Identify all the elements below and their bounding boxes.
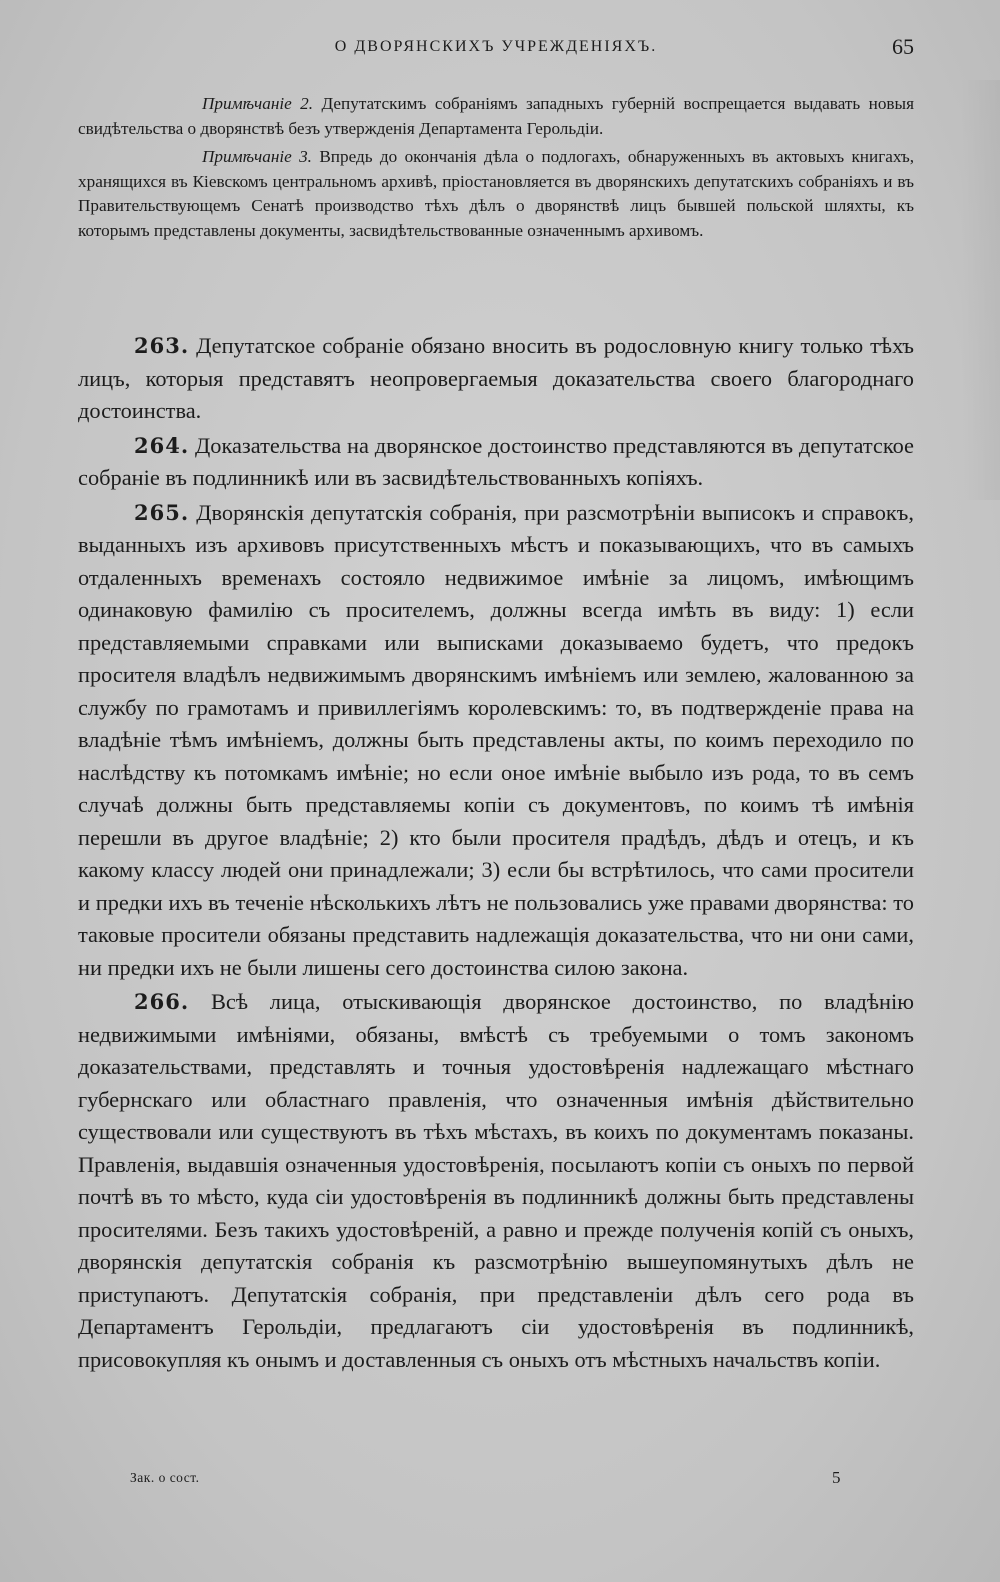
- article-text: Дворянскія депутатскія собранія, при разсмотрѣніи выписокъ и справокъ, выданныхъ изъ архивовъ присутственныхъ мѣстъ и показывающихъ, что въ самыхъ отдаленныхъ временахъ состояло недвижимое имѣніе за лицомъ, имѣющимъ одинаковую фамилію съ просителемъ, должны всегда имѣть въ виду: 1) если представляемыми справками или выписками доказываемо будетъ, что предокъ просителя владѣлъ недвижимымъ дворянскимъ имѣніемъ или землею, жалованною за службу по грамотамъ и привиллегіямъ королевскимъ: то, въ подтвержденіе права на владѣніе тѣмъ имѣніемъ, должны быть представлены акты, по коимъ переходило по наслѣдству къ потомкамъ имѣніе; но если оное имѣніе выбыло изъ рода, то въ семъ случаѣ должны быть представляемы копіи съ документовъ, по коимъ тѣ имѣнія перешли въ другое владѣніе; 2) кто были просителя прадѣдъ, дѣдъ и отецъ, и къ какому классу людей они принадлежали; 3) если бы встрѣтилось, что сами просители и предки ихъ въ теченіе нѣсколькихъ лѣтъ не пользовались уже правами дворянства: то таковые просители обязаны представить надлежащія доказательства, что ни они сами, ни предки ихъ не были лишены сего достоинства силою закона.: [78, 499, 914, 980]
- note-text: Депутатскимъ собраніямъ западныхъ губерній воспрещается выдавать новыя свидѣтельства о дворянствѣ безъ утвержденія Департамента Герольдіи.: [78, 94, 914, 138]
- article-number: 266.: [134, 989, 190, 1014]
- page-header: [78, 36, 914, 66]
- article-264: [78, 430, 914, 495]
- notes-section: [78, 92, 914, 247]
- article-text: Депутатское собраніе обязано вносить въ родословную книгу только тѣхъ лицъ, которыя представятъ неопровергаемыя доказательства своего благороднаго достоинства.: [78, 333, 914, 423]
- page-footer: [78, 1470, 914, 1494]
- article-number: 265.: [134, 499, 190, 525]
- article-text: Всѣ лица, отыскивающія дворянское достоинство, по владѣнію недвижимыми имѣніями, обязаны, вмѣстѣ съ требуемыми о томъ закономъ доказательствами, представлять и точныя удостовѣренія надлежащаго мѣстнаго губернскаго или областнаго правленія, что означенныя имѣнія дѣйствительно существовали или существуютъ въ тѣхъ мѣстахъ, въ коихъ по документамъ показаны. Правленія, выдавшія означенныя удостовѣренія, посылаютъ копіи съ оныхъ по первой почтѣ въ то мѣсто, куда сіи удостовѣренія въ подлинникѣ должны быть представлены просителями. Безъ такихъ удостовѣреній, а равно и прежде полученія копій съ оныхъ, дворянскія депутатскія собранія къ разсмотрѣнію вышеупомянутыхъ дѣлъ не приступаютъ. Депутатскія собранія, при представленіи дѣлъ сего рода въ Департаментъ Герольдіи, предлагаютъ сіи удостовѣренія въ подлинникѣ, присовокупляя къ онымъ и доставленныя съ оныхъ отъ мѣстныхъ начальствъ копіи.: [78, 989, 914, 1372]
- page-number: 65: [892, 34, 914, 59]
- articles-section: [78, 330, 914, 1378]
- article-number: 264.: [134, 432, 190, 458]
- signature-number: 5: [832, 1468, 841, 1487]
- article-265: [78, 497, 914, 985]
- note-text: Впредь до окончанія дѣла о подлогахъ, обнаруженныхъ въ актовыхъ книгахъ, хранящихся въ Кіевскомъ центральномъ архивѣ, пріостановляется въ дворянскихъ депутатскихъ собраніяхъ и въ Правительствующемъ Сенатѣ производство тѣхъ дѣлъ о дворянствѣ лицъ бывшей польской шляхты, къ которымъ представлены документы, засвидѣтельствованные означеннымъ архивомъ.: [78, 147, 915, 240]
- note-label: Примѣчаніе 2.: [202, 94, 314, 113]
- note-3: [78, 145, 914, 243]
- note-label: Примѣчаніе 3.: [202, 147, 312, 166]
- running-title: О ДВОРЯНСКИХЪ УЧРЕЖДЕНІЯХЪ.: [334, 38, 658, 55]
- note-2: [78, 92, 914, 141]
- article-text: Доказательства на дворянское достоинство представляются въ депутатское собраніе въ подлинникѣ или въ засвидѣтельствованныхъ копіяхъ.: [78, 432, 914, 490]
- article-266: [78, 986, 914, 1376]
- article-number: 263.: [134, 333, 190, 358]
- show-through-shadow: [960, 80, 1000, 500]
- article-263: [78, 330, 914, 428]
- signature-note: Зак. о сост.: [130, 1470, 200, 1485]
